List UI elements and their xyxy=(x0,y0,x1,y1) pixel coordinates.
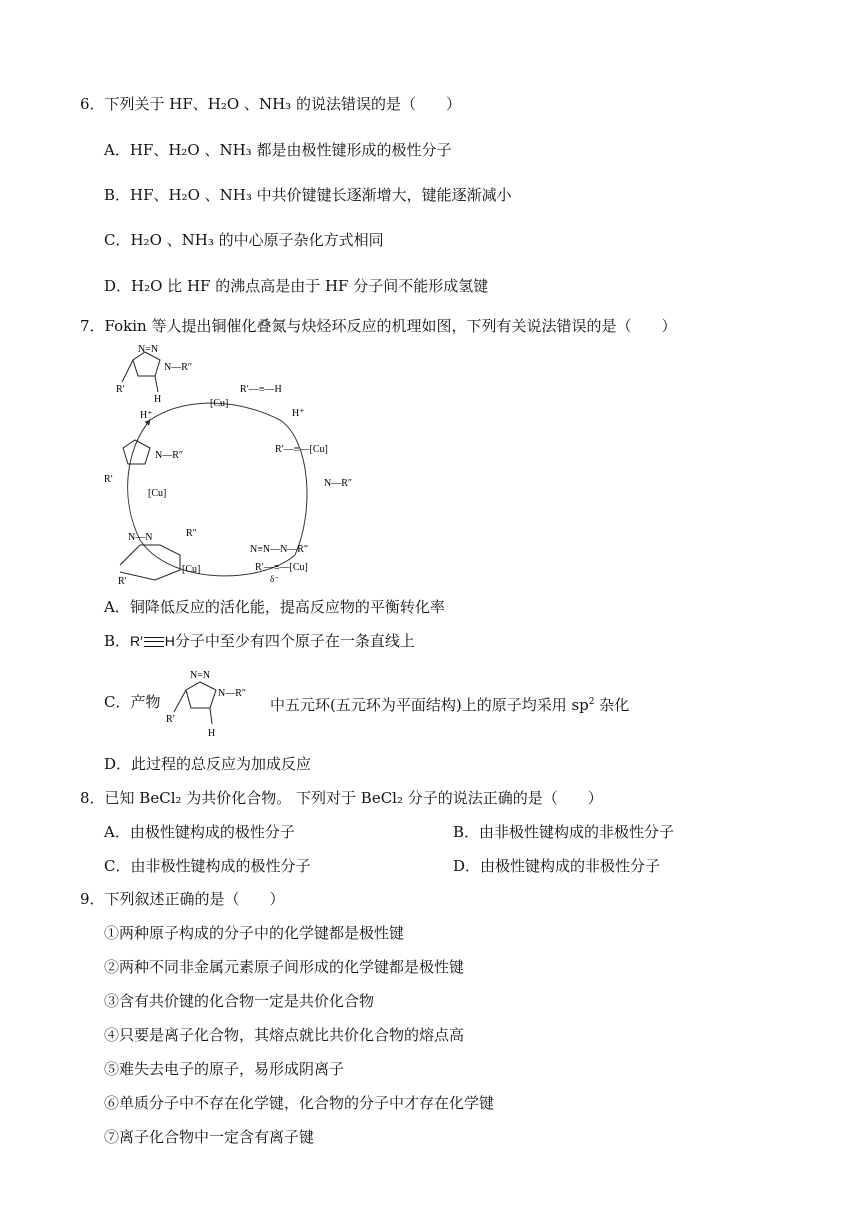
q7-option-c-tail: 杂化 xyxy=(594,696,630,714)
svg-text:H: H xyxy=(208,728,216,739)
alkyne-r-group: R′ xyxy=(130,633,143,649)
h-label-1: H xyxy=(154,394,162,405)
alkyne-label: R′—≡—H xyxy=(240,384,282,395)
q6-option-a: A．HF、H₂O 、NH₃ 都是由极性键形成的极性分子 xyxy=(104,141,452,159)
alkyne-formula xyxy=(130,633,175,649)
azide-label: N—R″ xyxy=(324,478,353,489)
q9-item-4: ④只要是离子化合物，其熔点就比共价化合物的熔点高 xyxy=(104,1026,465,1044)
q7-stem: 7．Fokin 等人提出铜催化叠氮与炔烃环反应的机理如图，下列有关说法错误的是（ ） xyxy=(80,317,677,335)
svg-text:N=N: N=N xyxy=(190,670,211,681)
q7-option-c-text xyxy=(270,692,629,715)
mechanism-diagram xyxy=(100,340,380,590)
acetylide-complex-label: R′—≡—[Cu] xyxy=(255,562,308,573)
svg-text:N—R″: N—R″ xyxy=(218,688,247,699)
q7-option-b-text: 分子中至少有四个原子在一条直线上 xyxy=(174,632,415,650)
q9-item-5: ⑤难失去电子的原子，易形成阴离子 xyxy=(104,1060,345,1078)
svg-text:R′: R′ xyxy=(166,714,175,725)
q9-item-1: ①两种原子构成的分子中的化学键都是极性键 xyxy=(104,924,405,942)
r1-label-2: R′ xyxy=(104,474,113,485)
q7-option-c-body: 中五元环(五元环为平面结构)上的原子均采用 sp xyxy=(270,696,589,714)
azide-complex-label: N≡N—N—R″ xyxy=(250,544,309,555)
q7-option-c-prefix: C．产物 xyxy=(104,693,161,711)
q7-option-b-prefix: B． xyxy=(104,632,131,650)
r1-label-3: R′ xyxy=(118,576,127,587)
triazole-product-icon xyxy=(160,664,270,744)
q7-option-a: A．铜降低反应的活化能，提高反应物的平衡转化率 xyxy=(104,598,445,616)
alkyne-h: H xyxy=(164,633,175,649)
q9-item-2: ②两种不同非金属元素原子间形成的化学键都是极性键 xyxy=(104,958,465,976)
q8-stem: 8．已知 BeCl₂ 为共价化合物。 下列对于 BeCl₂ 分子的说法正确的是（ ） xyxy=(80,789,603,807)
q8-option-a: A．由极性键构成的极性分子 xyxy=(104,823,295,841)
hplus-label-2: H⁺ xyxy=(292,408,305,419)
q7-option-d: D．此过程的总反应为加成反应 xyxy=(104,755,312,773)
metallacycle-n-label: N—N xyxy=(128,532,153,543)
q6-stem: 6．下列关于 HF、H₂O 、NH₃ 的说法错误的是（ ） xyxy=(80,95,461,113)
acetylide-label: R′—≡—[Cu] xyxy=(275,444,328,455)
r2-label-1: N—R″ xyxy=(164,362,193,373)
cu-label-1: [Cu] xyxy=(210,398,229,409)
delta-label: δ⁻ xyxy=(270,574,279,584)
q8-option-c: C．由非极性键构成的极性分子 xyxy=(104,857,311,875)
cu-triazolide-structure xyxy=(123,440,150,464)
cu-label-3: [Cu] xyxy=(182,564,201,575)
q9-item-3: ③含有共价键的化合物一定是共价化合物 xyxy=(104,992,375,1010)
metallacycle-structure xyxy=(120,545,180,580)
q6-option-b: B．HF、H₂O 、NH₃ 中共价键键长逐渐增大，键能逐渐减小 xyxy=(104,186,512,204)
q9-item-6: ⑥单质分子中不存在化学键，化合物的分子中才存在化学键 xyxy=(104,1094,495,1112)
q9-stem: 9．下列叙述正确的是（ ） xyxy=(80,890,285,908)
triazole-n-label: N=N xyxy=(138,344,159,355)
r1-label-1: R′ xyxy=(116,384,125,395)
q8-option-d: D．由极性键构成的非极性分子 xyxy=(453,857,661,875)
triazole-product-structure xyxy=(122,352,160,392)
hplus-label-1: H⁺ xyxy=(140,410,153,421)
q8-option-b: B．由非极性键构成的非极性分子 xyxy=(453,823,675,841)
triple-bond-icon xyxy=(144,637,164,647)
r2-label-2: N—R″ xyxy=(155,450,184,461)
cu-label-2: [Cu] xyxy=(148,488,167,499)
q9-item-7: ⑦离子化合物中一定含有离子键 xyxy=(104,1128,315,1146)
q6-option-c: C．H₂O 、NH₃ 的中心原子杂化方式相同 xyxy=(104,231,384,249)
q7-option-b xyxy=(104,631,415,651)
r2-label-3: R″ xyxy=(186,528,197,539)
sp2-superscript: 2 xyxy=(588,697,595,707)
q6-option-d: D．H₂O 比 HF 的沸点高是由于 HF 分子间不能形成氢键 xyxy=(104,277,489,295)
